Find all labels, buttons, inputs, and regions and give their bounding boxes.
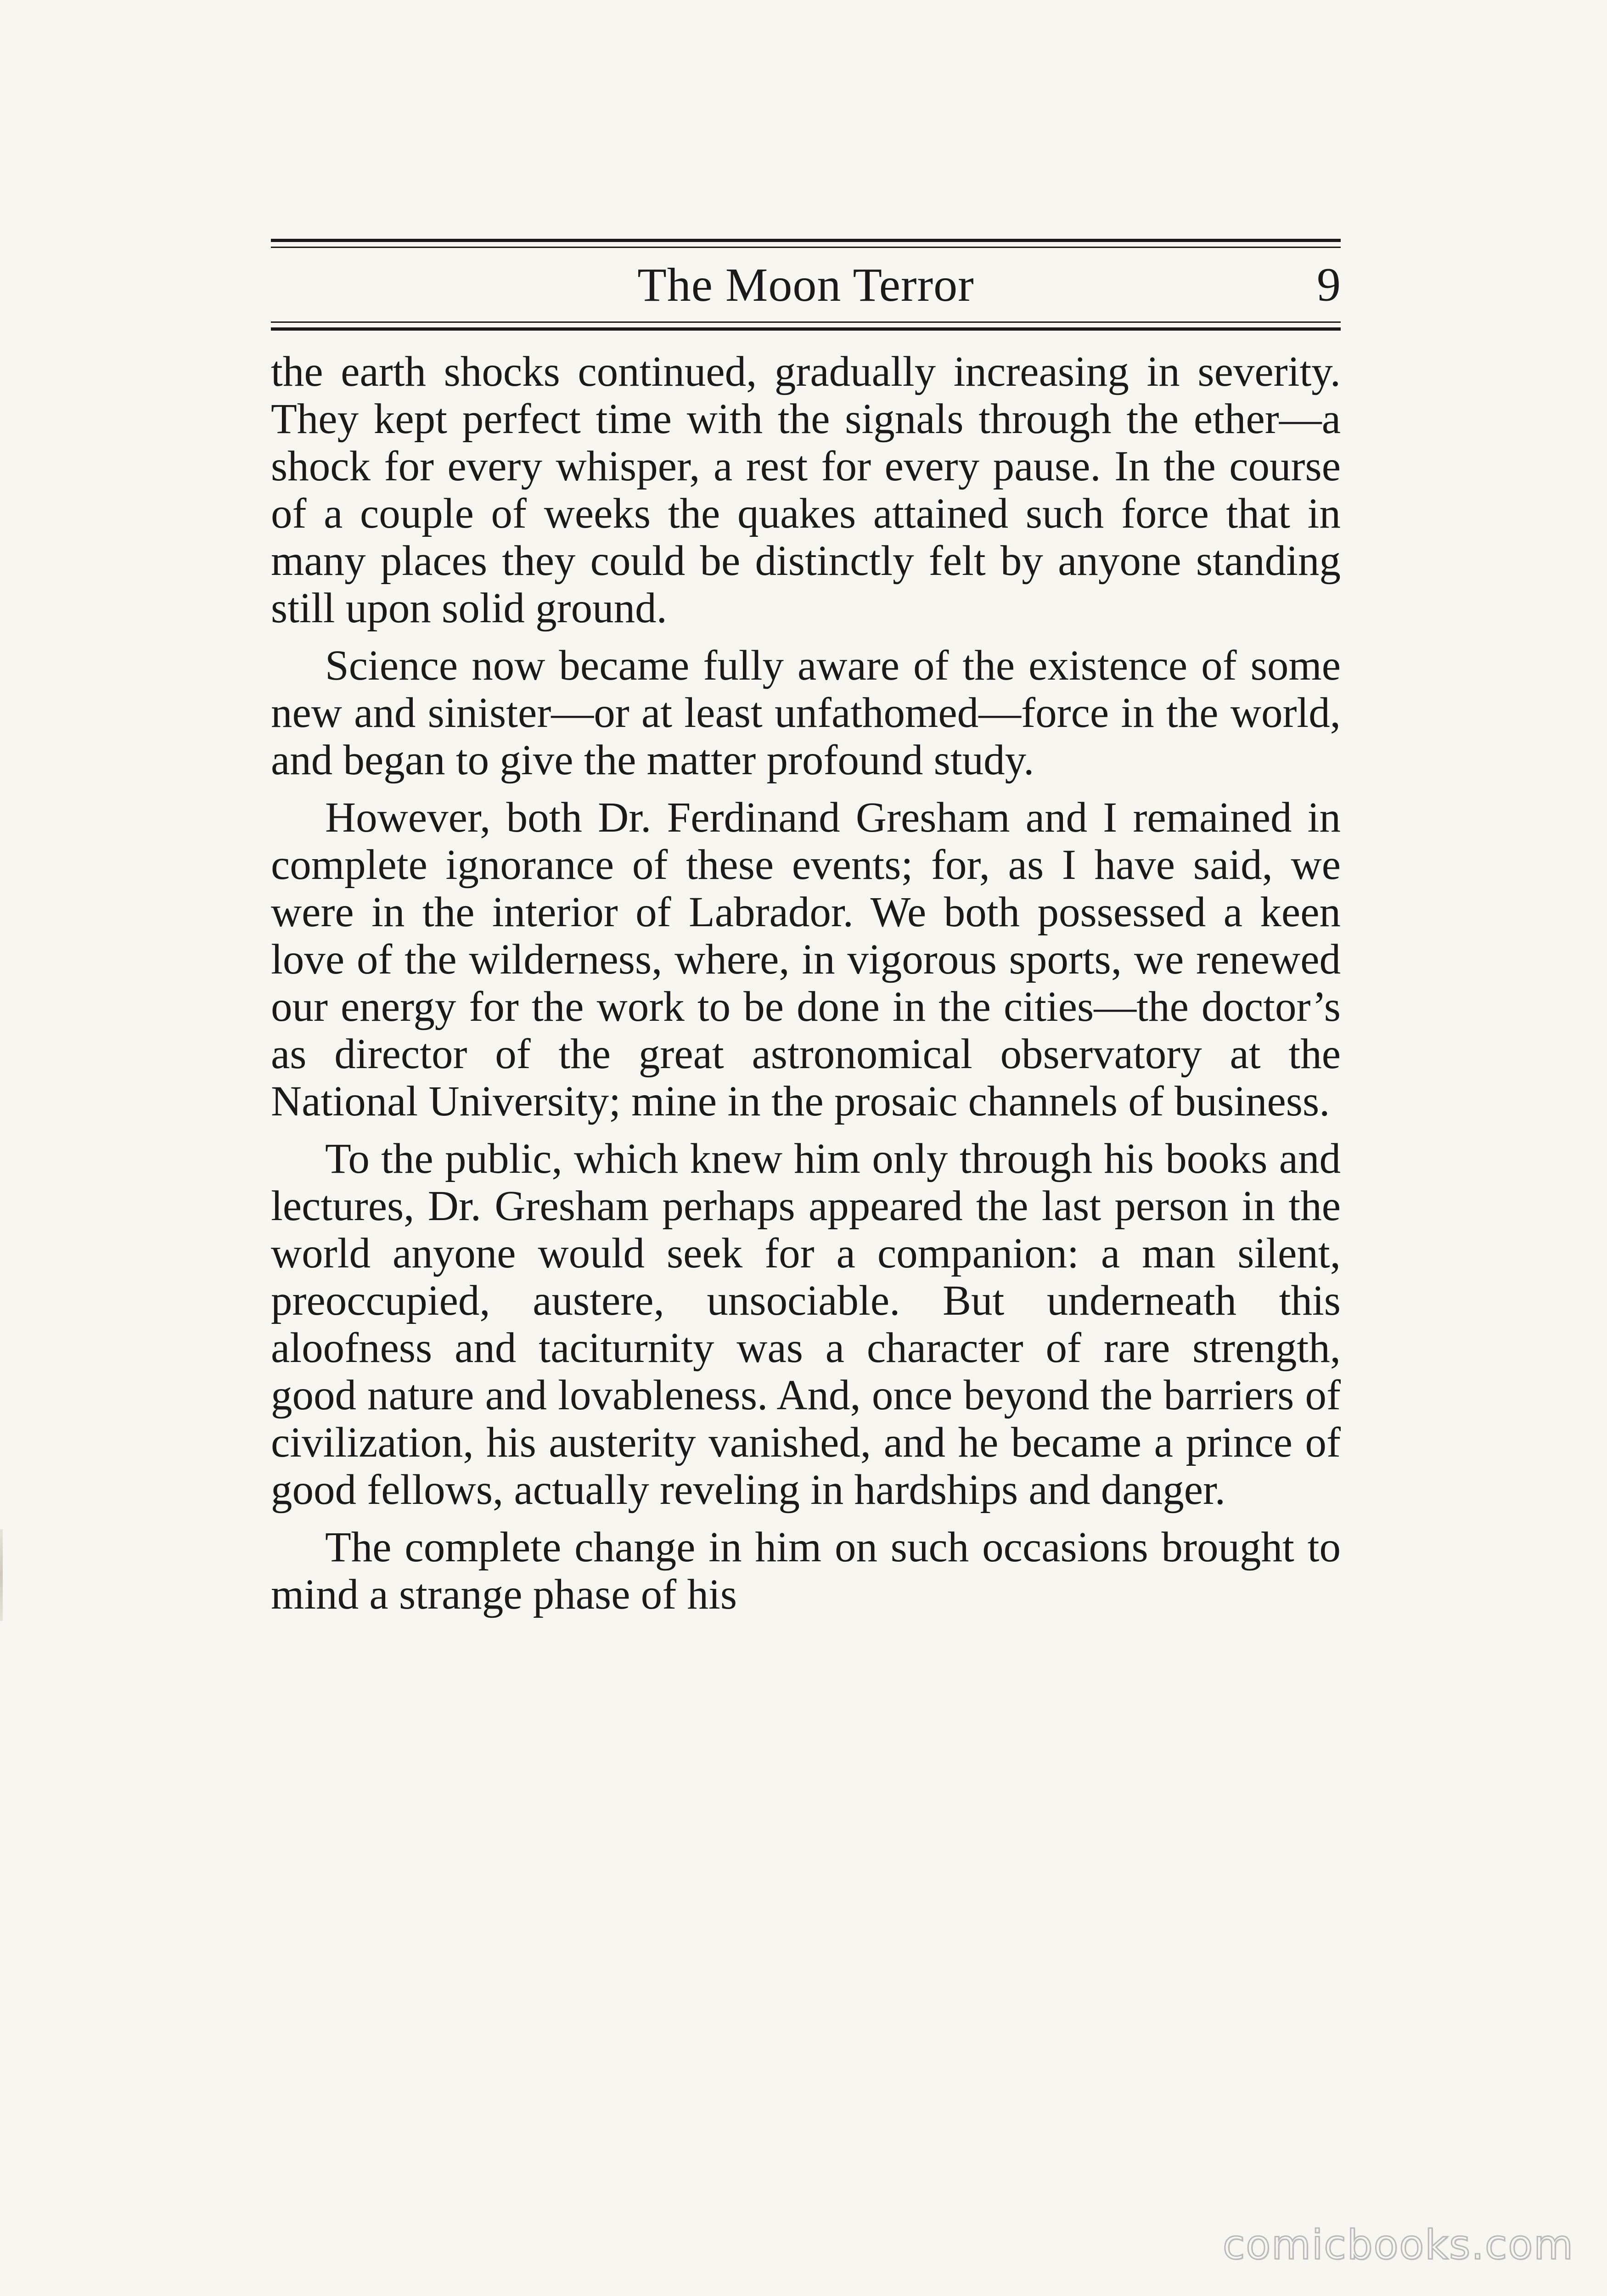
paragraph: the earth shocks continued, gradually increasing in severity. They kept perfect time with the signals through the ether—a shock for every whisper, a rest for every pause. In the course of a couple of weeks the quakes attained such force that in many places they could be distinctly felt by anyone standing still upon solid ground. — [271, 348, 1341, 632]
paragraph: The complete change in him on such occasions brought to mind a strange phase of his — [271, 1524, 1341, 1618]
page-number: 9 — [1317, 258, 1341, 311]
text-column — [271, 239, 1341, 1628]
running-head — [271, 248, 1341, 321]
paragraph: To the public, which knew him only through his books and lectures, Dr. Gresham perhaps appeared the last person in the world anyone would seek for a companion: a man silent, preoccupied, austere, unsociable. But underneath this aloofness and taciturnity was a character of rare strength, good nature and lovableness. And, once beyond the barriers of civilization, his austerity vanished, and he became a prince of good fellows, actually reveling in hardships and danger. — [271, 1135, 1341, 1514]
watermark: comicbooks.com — [1222, 2221, 1574, 2268]
body-text — [271, 348, 1341, 1618]
paragraph: However, both Dr. Ferdinand Gresham and I remained in complete ignorance of these events; for, as I have said, we were in the interior of Labrador. We both possessed a keen love of the wilderness, where, in vigorous sports, we renewed our energy for the work to be done in the cities—the doctor’s as director of the great astronomical observatory at the National University; mine in the prosaic channels of business. — [271, 794, 1341, 1125]
binding-edge-mark — [0, 1529, 3, 1621]
header-rule-bottom-thick — [271, 327, 1341, 331]
header-rule-top-thick — [271, 239, 1341, 242]
paragraph: Science now became fully aware of the existence of some new and sinister—or at least unfathomed—force in the world, and began to give the matter profound study. — [271, 642, 1341, 784]
running-title: The Moon Terror — [637, 258, 974, 311]
